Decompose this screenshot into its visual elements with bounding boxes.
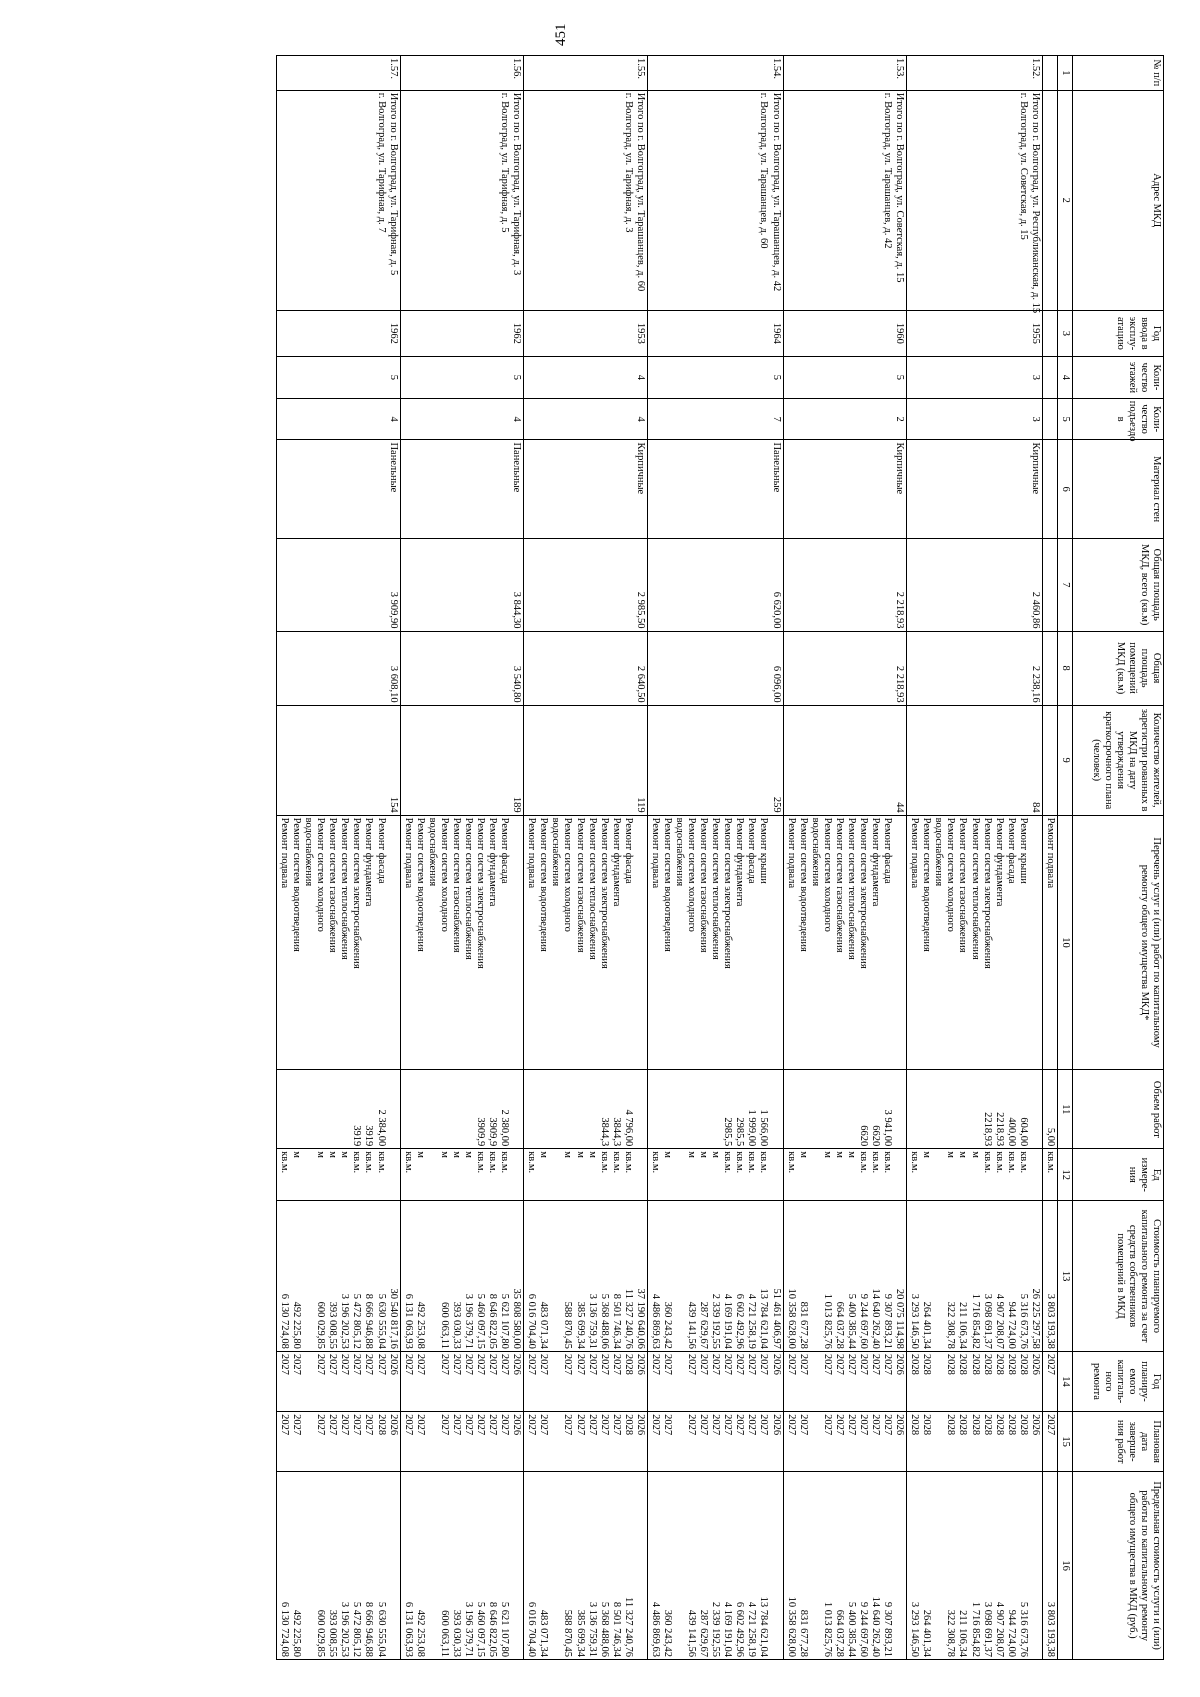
row-limit-costs: 13 784 621,04 4 721 258,19 6 602 492,96 4 169 191,04 2 339 192,55 287 629,67 439 141,56 360 243,42 4 486 869,63 (647, 1472, 783, 1660)
row-year: 1955 (907, 310, 1043, 356)
row-works-list: Ремонт крыши Ремонт фасада Ремонт фундамента Ремонт систем электроснабжения Ремонт систем теплоснабжения Ремонт систем газоснабжения Ремонт систем холодного водоснабжения Ремонт систем водоотведения Ремонт подвала (907, 815, 1043, 1070)
row-number: 1.55. (524, 56, 648, 91)
row-plan-years: 2026 2027 2027 2027 2027 2027 2027 2027 2027 (783, 1351, 907, 1411)
row-wall-material (1042, 440, 1057, 538)
row-units: кв.м. кв.м. кв.м. м м м м кв.м. (277, 1149, 401, 1201)
row-end-dates: 2026 2028 2027 2027 2027 2027 2027 2027 2027 (277, 1412, 401, 1472)
row-number: 1.56. (400, 56, 524, 91)
header-cell: Год ввода в эксплу-атацию (1073, 310, 1164, 356)
row-entrances (1042, 398, 1057, 440)
column-number: 11 (1057, 1070, 1072, 1149)
row-address: Итого по г. Волгоград, ул. Тарашанцев, д. 60 г. Волгоград, ул. Тарифная, д. 3 (524, 90, 648, 310)
table-body (277, 56, 1058, 1660)
row-wall-material: Кирпичные (524, 440, 648, 538)
header-cell: Общая площадь МКД, всего (кв.м) (1073, 538, 1164, 631)
header-row (1073, 56, 1164, 1660)
row-residents: 44 (783, 705, 907, 815)
row-plan-years: 2026 2027 2027 2027 2027 2027 2027 2027 2027 2027 (647, 1351, 783, 1411)
column-number: 13 (1057, 1201, 1072, 1352)
row-limit-costs: 5 621 107,80 8 646 822,05 5 460 097,15 3 196 379,71 393 030,33 600 063,11 492 253,08 6 131 063,93 (400, 1472, 524, 1660)
column-number-row (1057, 56, 1072, 1660)
row-costs: 35 808 580,00 5 621 107,80 8 646 822,05 5 460 097,15 3 196 379,71 393 030,33 600 063,11 492 253,08 6 131 063,93 (400, 1201, 524, 1352)
row-entrances: 4 (400, 398, 524, 440)
row-wall-material: Кирпичные (783, 440, 907, 538)
row-costs: 51 461 406,97 13 784 621,04 4 721 258,19 6 602 492,96 4 169 191,04 2 339 192,55 287 629,67 439 141,56 360 243,42 4 486 869,63 (647, 1201, 783, 1352)
row-volumes: 2 380,00 3909,9 3909,9 (400, 1070, 524, 1149)
row-year (1042, 310, 1057, 356)
row-wall-material: Панельные (647, 440, 783, 538)
row-total-area: 2 460,86 (907, 538, 1043, 631)
row-year: 1960 (783, 310, 907, 356)
row-residents (1042, 705, 1057, 815)
row-costs: 26 225 297,58 5 316 673,76 944 724,00 4 907 208,07 3 098 691,37 1 716 854,82 211 106,34 322 308,78 264 401,34 3 293 146,50 (907, 1201, 1043, 1352)
header-cell: Адрес МКД (1073, 90, 1164, 310)
row-volumes: 1 566,00 1 999,00 2985,5 2985,5 (647, 1070, 783, 1149)
row-premises-area: 2 238,16 (907, 631, 1043, 705)
row-floors: 5 (783, 357, 907, 399)
header-cell: Коли-чество подъездо в (1073, 398, 1164, 440)
row-costs: 37 190 640,06 11 327 240,76 8 501 746,34 5 368 488,06 3 136 759,31 385 699,34 588 870,45 483 071,34 6 016 704,40 (524, 1201, 648, 1352)
row-entrances: 3 (907, 398, 1043, 440)
row-costs: 30 540 817,16 5 630 555,04 8 666 946,88 5 472 805,12 3 196 202,53 393 008,55 600 029,85 492 225,80 6 130 724,08 (277, 1201, 401, 1352)
header-cell: Плановая дата заверше-ния работ (1073, 1412, 1164, 1472)
row-address: Итого по г. Волгоград, ул. Республиканская, д. 15 г. Волгоград, ул. Советская, д. 15 (907, 90, 1043, 310)
row-works-list: Ремонт подвала (1042, 815, 1057, 1070)
row-floors: 5 (277, 357, 401, 399)
header-cell: № п/п (1073, 56, 1164, 91)
row-entrances: 4 (277, 398, 401, 440)
table-row (277, 56, 401, 1660)
row-volumes: 5,00 (1042, 1070, 1057, 1149)
row-premises-area: 3 608,10 (277, 631, 401, 705)
header-cell: Предельная стоимость услуги и (или) работы по капитальному ремонту общего имущества в МКД (руб.) (1073, 1472, 1164, 1660)
row-number: 1.57. (277, 56, 401, 91)
row-year: 1962 (400, 310, 524, 356)
row-wall-material: Кирпичные (907, 440, 1043, 538)
row-floors (1042, 357, 1057, 399)
row-number: 1.53. (783, 56, 907, 91)
row-units: кв.м. кв.м. кв.м. м м м м кв.м. (524, 1149, 648, 1201)
row-residents: 119 (524, 705, 648, 815)
row-total-area: 2 985,50 (524, 538, 648, 631)
row-address: Итого по г. Волгоград, ул. Тарифная, д. 3 г. Волгоград, ул. Тарифная, д. 5 (400, 90, 524, 310)
header-cell: Перечень услуг и (или) работ по капитальному ремонту общего имущества МКД* (1073, 815, 1164, 1070)
row-limit-costs: 9 307 893,21 14 640 262,40 9 244 697,60 5 400 385,44 664 037,28 1 013 825,76 831 677,28 10 358 628,00 (783, 1472, 907, 1660)
row-residents: 189 (400, 705, 524, 815)
row-end-dates: 2026 2027 2027 2027 2027 2027 2027 2027 2027 2027 (647, 1412, 783, 1472)
column-number: 8 (1057, 631, 1072, 705)
row-works-list: Ремонт фасада Ремонт фундамента Ремонт систем электроснабжения Ремонт систем теплоснабжения Ремонт систем газоснабжения Ремонт систем холодного водоснабжения Ремонт систем водоотведения Ремонт подвала (783, 815, 907, 1070)
row-entrances: 2 (783, 398, 907, 440)
header-cell: Коли-чество этажей (1073, 357, 1164, 399)
column-number: 7 (1057, 538, 1072, 631)
row-premises-area: 2 218,93 (783, 631, 907, 705)
row-costs: 20 075 114,98 9 307 893,21 14 640 262,40 9 244 697,60 5 400 385,44 664 037,28 1 013 825,76 831 677,28 10 358 628,00 (783, 1201, 907, 1352)
row-total-area: 3 909,90 (277, 538, 401, 631)
row-address: Итого по г. Волгоград, ул. Тарашанцев, д. 42 г. Волгоград, ул. Тарашанцев, д. 60 (647, 90, 783, 310)
rotated-page-content (34, 55, 1164, 1660)
row-end-dates: 2026 2027 2027 2027 2027 2027 2027 2027 2027 (400, 1412, 524, 1472)
row-total-area: 6 620,00 (647, 538, 783, 631)
row-number (1042, 56, 1057, 91)
row-wall-material: Панельные (277, 440, 401, 538)
row-plan-years: 2026 2028 2028 2028 2028 2028 2028 2028 2028 2028 (907, 1351, 1043, 1411)
row-end-dates: 2027 (1042, 1412, 1057, 1472)
row-limit-costs: 3 803 193,38 (1042, 1472, 1057, 1660)
row-residents: 259 (647, 705, 783, 815)
table-row (783, 56, 907, 1660)
row-end-dates: 2026 2027 2027 2027 2027 2027 2027 2027 2027 (783, 1412, 907, 1472)
column-number: 15 (1057, 1412, 1072, 1472)
column-number: 16 (1057, 1472, 1072, 1660)
row-units: кв.м. кв.м. кв.м. м м м м кв.м. (400, 1149, 524, 1201)
row-works-list: Ремонт фасада Ремонт фундамента Ремонт систем электроснабжения Ремонт систем теплоснабжения Ремонт систем газоснабжения Ремонт систем холодного водоснабжения Ремонт систем водоотведения Ремонт подвала (400, 815, 524, 1070)
row-premises-area: 2 640,50 (524, 631, 648, 705)
table-row (647, 56, 783, 1660)
column-number: 3 (1057, 310, 1072, 356)
row-works-list: Ремонт крыши Ремонт фасада Ремонт фундамента Ремонт систем электроснабжения Ремонт систем теплоснабжения Ремонт систем газоснабжения Ремонт систем холодного водоснабжения Ремонт систем водоотведения Ремонт подвала (647, 815, 783, 1070)
column-number: 10 (1057, 815, 1072, 1070)
header-cell: Год планиру-емого капиталь-ного ремонта (1073, 1351, 1164, 1411)
table-row (907, 56, 1043, 1660)
header-cell: Стоимость планируемого капитального ремонта за счет средств собственников помещений в МКД (1073, 1201, 1164, 1352)
row-limit-costs: 5 630 555,04 8 666 946,88 5 472 805,12 3 196 202,53 393 008,55 600 029,85 492 225,80 6 130 724,08 (277, 1472, 401, 1660)
row-total-area: 2 218,93 (783, 538, 907, 631)
column-number: 14 (1057, 1351, 1072, 1411)
row-units: кв.м. кв.м. кв.м. кв.м. м м м м кв.м. (647, 1149, 783, 1201)
header-cell: Материал стен (1073, 440, 1164, 538)
row-residents: 84 (907, 705, 1043, 815)
row-year: 1964 (647, 310, 783, 356)
row-residents: 154 (277, 705, 401, 815)
column-number: 4 (1057, 357, 1072, 399)
row-address (1042, 90, 1057, 310)
header-cell: Ед измере-ния (1073, 1149, 1164, 1201)
column-number: 1 (1057, 56, 1072, 91)
header-cell: Объем работ (1073, 1070, 1164, 1149)
table-row (524, 56, 648, 1660)
row-works-list: Ремонт фасада Ремонт фундамента Ремонт систем электроснабжения Ремонт систем теплоснабжения Ремонт систем газоснабжения Ремонт систем холодного водоснабжения Ремонт систем водоотведения Ремонт подвала (277, 815, 401, 1070)
row-number: 1.52. (907, 56, 1043, 91)
page-number: 451 (553, 23, 569, 46)
row-volumes: 4 796,00 3844,3 3844,3 (524, 1070, 648, 1149)
row-end-dates: 2026 2028 2028 2028 2028 2028 2028 2028 2028 2028 (907, 1412, 1043, 1472)
row-units: кв.м. кв.м. кв.м. кв.м. м м м м кв.м. (907, 1149, 1043, 1201)
row-address: Итого по г. Волгоград, ул. Тарифная, д. 5 г. Волгоград, ул. Тарифная, д. 7 (277, 90, 401, 310)
header-cell: Количество жителей, зарегистри рованных в МКД на дату утверждения краткосрочного плана (человек) (1073, 705, 1164, 815)
row-costs: 3 803 193,38 (1042, 1201, 1057, 1352)
row-premises-area: 6 096,00 (647, 631, 783, 705)
row-plan-years: 2026 2027 2027 2027 2027 2027 2027 2027 2027 (400, 1351, 524, 1411)
row-volumes: 2 384,00 3919 3919 (277, 1070, 401, 1149)
capital-repair-table (276, 55, 1164, 1660)
row-plan-years: 2026 2028 2027 2027 2027 2027 2027 2027 2027 (524, 1351, 648, 1411)
row-floors: 3 (907, 357, 1043, 399)
header-cell: Общая площадь помещений МКД (кв.м) (1073, 631, 1164, 705)
row-number: 1.54. (647, 56, 783, 91)
table-row (400, 56, 524, 1660)
row-plan-years: 2026 2027 2027 2027 2027 2027 2027 2027 2027 (277, 1351, 401, 1411)
column-number: 5 (1057, 398, 1072, 440)
row-year: 1962 (277, 310, 401, 356)
row-premises-area (1042, 631, 1057, 705)
row-premises-area: 3 540,80 (400, 631, 524, 705)
row-floors: 5 (400, 357, 524, 399)
column-number: 6 (1057, 440, 1072, 538)
row-entrances: 7 (647, 398, 783, 440)
table-row (1042, 56, 1057, 1660)
row-limit-costs: 5 316 673,76 944 724,00 4 907 208,07 3 098 691,37 1 716 854,82 211 106,34 322 308,78 264 401,34 3 293 146,50 (907, 1472, 1043, 1660)
row-volumes: 3 941,00 6620 6620 (783, 1070, 907, 1149)
row-end-dates: 2026 2028 2027 2027 2027 2027 2027 2027 2027 (524, 1412, 648, 1472)
row-total-area (1042, 538, 1057, 631)
column-number: 2 (1057, 90, 1072, 310)
row-units: кв.м. (1042, 1149, 1057, 1201)
row-entrances: 4 (524, 398, 648, 440)
row-plan-years: 2027 (1042, 1351, 1057, 1411)
row-floors: 5 (647, 357, 783, 399)
row-address: Итого по г. Волгоград, ул. Советская, д. 15 г. Волгоград, ул. Тарашанцев, д. 42 (783, 90, 907, 310)
row-works-list: Ремонт фасада Ремонт фундамента Ремонт систем электроснабжения Ремонт систем теплоснабжения Ремонт систем газоснабжения Ремонт систем холодного водоснабжения Ремонт систем водоотведения Ремонт подвала (524, 815, 648, 1070)
row-limit-costs: 11 327 240,76 8 501 746,34 5 368 488,06 3 136 759,31 385 699,34 588 870,45 483 071,34 6 016 704,40 (524, 1472, 648, 1660)
row-volumes: 604,00 400,00 2218,93 2218,93 (907, 1070, 1043, 1149)
row-floors: 4 (524, 357, 648, 399)
row-total-area: 3 844,30 (400, 538, 524, 631)
column-number: 9 (1057, 705, 1072, 815)
row-wall-material: Панельные (400, 440, 524, 538)
column-number: 12 (1057, 1149, 1072, 1201)
row-units: кв.м. кв.м. кв.м. м м м м кв.м. (783, 1149, 907, 1201)
row-year: 1953 (524, 310, 648, 356)
